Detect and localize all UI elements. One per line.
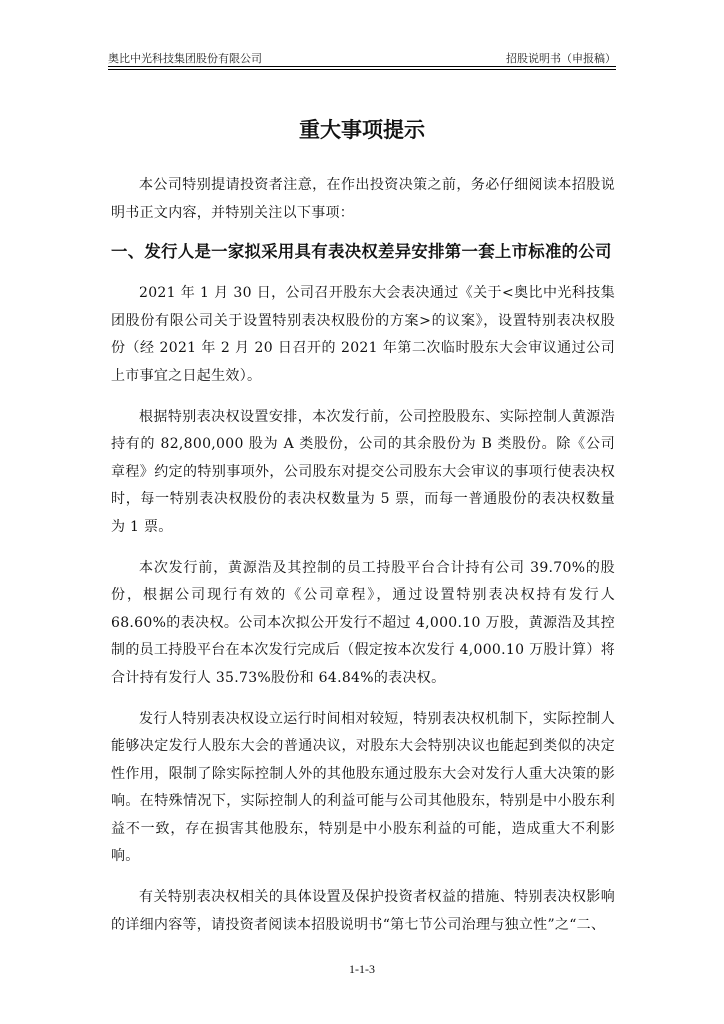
page-number: 1-1-3: [349, 962, 375, 976]
page-title: 重大事项提示: [299, 118, 425, 142]
header-rule-thick: [108, 66, 616, 67]
document-body: [111, 172, 615, 952]
body-paragraph: 根据特别表决权设置安排，本次发行前，公司控股股东、实际控制人黄源浩持有的 82,800,000 股为 A 类股份，公司的其余股份为 B 类股份。除《公司章程》约定的特别事项外，公司股东对提交公司股东大会审议的事项行使表决权时，每一特别表决权股份的表决权数量为 5 票，而每一普通股份的表决权数量为 1 票。: [111, 408, 615, 535]
intro-paragraph: 本公司特别提请投资者注意，在作出投资决策之前，务必仔细阅读本招股说明书正文内容，并特别关注以下事项：: [111, 177, 615, 221]
header-rule-thin: [108, 69, 616, 70]
body-paragraph: 2021 年 1 月 30 日，公司召开股东大会表决通过《关于<奥比中光科技集团股份有限公司关于设置特别表决权股份的方案>的议案》，设置特别表决权股份（经 2021 年 2 月 20 日召开的 2021 年第二次临时股东大会审议通过公司上市事宜之日起生效）。: [111, 285, 615, 384]
body-paragraph: 本次发行前，黄源浩及其控制的员工持股平台合计持有公司 39.70%的股份，根据公司现行有效的《公司章程》，通过设置特别表决权持有发行人 68.60%的表决权。公司本次拟公开发行不超过 4,000.10 万股，黄源浩及其控制的员工持股平台在本次发行完成后（假定按本次发行 4,000.10 万股计算）将合计持有发行人 35.73%股份和 64.84%的表决权。: [111, 559, 615, 686]
header-company-name: 奥比中光科技集团股份有限公司: [108, 52, 262, 65]
section-heading: 一、发行人是一家拟采用具有表决权差异安排第一套上市标准的公司: [111, 242, 612, 262]
body-paragraph: 发行人特别表决权设立运行时间相对较短，特别表决权机制下，实际控制人能够决定发行人股东大会的普通决议，对股东大会特别决议也能起到类似的决定性作用，限制了除实际控制人外的其他股东通过股东大会对发行人重大决策的影响。在特殊情况下，实际控制人的利益可能与公司其他股东，特别是中小股东利益不一致，存在损害其他股东，特别是中小股东利益的可能，造成重大不利影响。: [111, 710, 615, 865]
body-paragraph: 有关特别表决权相关的具体设置及保护投资者权益的措施、特别表决权影响的详细内容等，请投资者阅读本招股说明书“第七节公司治理与独立性”之“二、: [111, 889, 615, 933]
header-document-type: 招股说明书（申报稿）: [506, 52, 616, 65]
